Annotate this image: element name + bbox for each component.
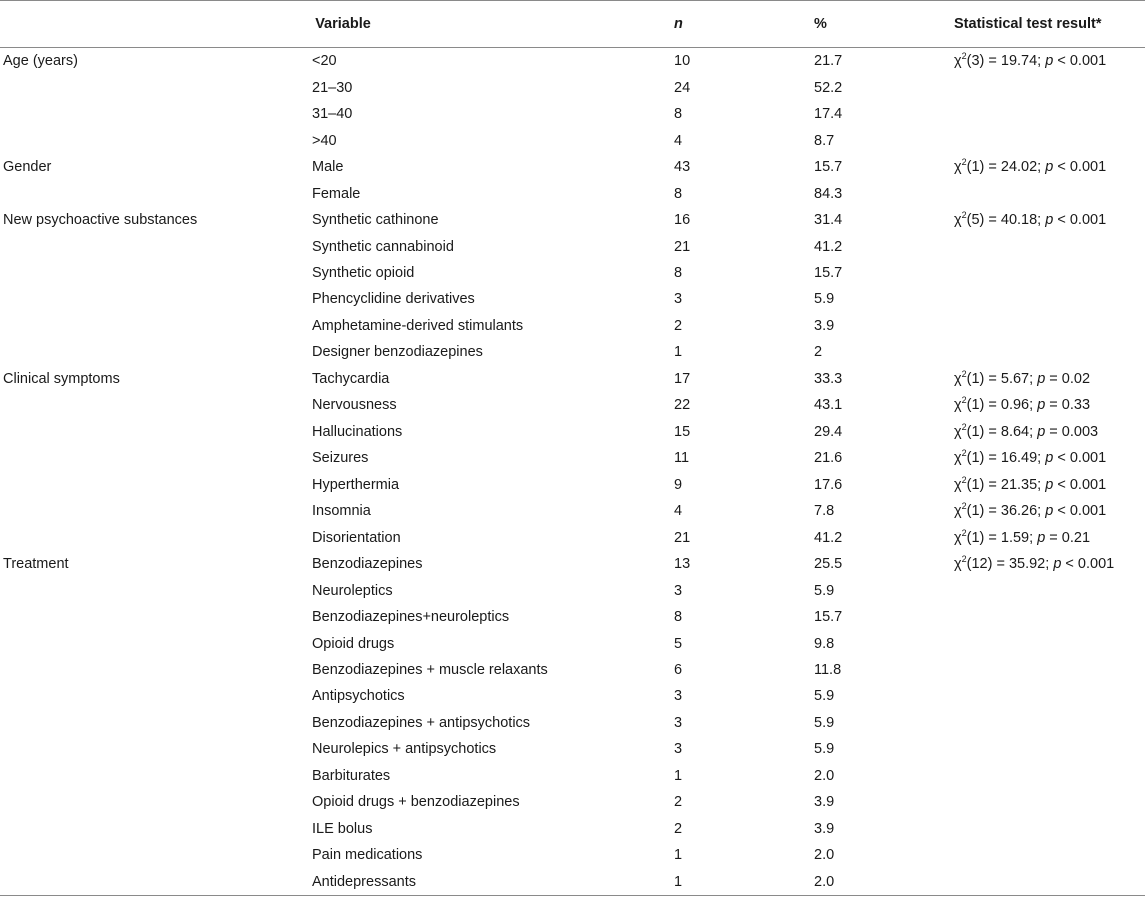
stat-cell [954, 74, 1145, 100]
n-cell: 1 [674, 767, 683, 784]
category-cell: Antidepressants [312, 869, 674, 896]
table-row [0, 339, 1145, 365]
n-cell: 4 [674, 132, 683, 149]
table-row [0, 260, 1145, 286]
percent-cell: 3.9 [814, 820, 835, 837]
variable-cell [0, 710, 312, 736]
stat-cell [954, 763, 1145, 789]
n-cell: 8 [674, 185, 683, 202]
variable-cell [0, 683, 312, 709]
variable-cell [0, 419, 312, 445]
n-cell: 3 [674, 741, 683, 758]
category-cell: Benzodiazepines+neuroleptics [312, 609, 510, 626]
p-value: < 0.001 [1053, 212, 1107, 229]
chi-value: = 8.64; [984, 423, 1038, 440]
n-cell: 8 [674, 609, 683, 626]
category-cell: ILE bolus [312, 820, 373, 837]
variable-cell [0, 445, 312, 471]
degrees-of-freedom: (1) [966, 423, 985, 440]
stat-cell [954, 472, 1145, 498]
category-cell: Opioid drugs + benzodiazepines [312, 794, 520, 811]
degrees-of-freedom: (1) [966, 159, 985, 176]
degrees-of-freedom: (3) [966, 53, 985, 70]
percent-cell: 41.2 [814, 238, 843, 255]
stat-cell [954, 551, 1145, 577]
squared-superscript: 2 [961, 395, 967, 406]
variable-cell [0, 869, 312, 896]
percent-cell: 15.7 [814, 159, 843, 176]
variable-cell: Gender [3, 159, 52, 176]
squared-superscript: 2 [961, 421, 967, 432]
category-cell: Phencyclidine derivatives [312, 291, 475, 308]
percent-cell: 5.9 [814, 291, 835, 308]
n-cell: 1 [674, 869, 814, 896]
header-n: n [674, 1, 814, 48]
table-header [0, 1, 1145, 48]
table-row [0, 180, 1145, 206]
n-cell: 16 [674, 212, 691, 229]
chi-value: = 21.35; [984, 476, 1046, 493]
variable-cell: New psychoactive substances [3, 212, 198, 229]
stat-cell [954, 683, 1145, 709]
percent-cell: 5.9 [814, 582, 835, 599]
squared-superscript: 2 [961, 527, 967, 538]
percent-cell: 17.4 [814, 106, 843, 123]
table-row [0, 630, 1145, 656]
n-cell: 17 [674, 370, 691, 387]
percent-cell: 2 [814, 344, 823, 361]
chi-value: = 35.92; [992, 556, 1054, 573]
variable-cell: Treatment [3, 556, 69, 573]
table-row [0, 657, 1145, 683]
stat-cell [954, 392, 1145, 418]
variable-cell [0, 630, 312, 656]
p-value: < 0.001 [1053, 159, 1107, 176]
category-cell: Barbiturates [312, 767, 391, 784]
percent-cell: 21.7 [814, 53, 843, 70]
category-cell: Male [312, 159, 344, 176]
category-cell: 31–40 [312, 106, 353, 123]
n-cell: 2 [674, 794, 683, 811]
category-cell: Hallucinations [312, 423, 403, 440]
chi-symbol: χ [954, 503, 962, 520]
percent-cell: 15.7 [814, 264, 843, 281]
variable-cell [0, 498, 312, 524]
percent-cell: 8.7 [814, 132, 835, 149]
table-row [0, 313, 1145, 339]
stat-cell [954, 339, 1145, 365]
variable-cell: Age (years) [3, 53, 78, 70]
n-cell: 1 [674, 344, 683, 361]
stat-cell [954, 657, 1145, 683]
table-row [0, 472, 1145, 498]
percent-cell: 2.0 [814, 869, 954, 896]
stat-cell [954, 630, 1145, 656]
percent-cell: 3.9 [814, 794, 835, 811]
category-cell: Neurolepics + antipsychotics [312, 741, 497, 758]
squared-superscript: 2 [961, 501, 967, 512]
stat-cell [954, 127, 1145, 153]
stat-cell [954, 842, 1145, 868]
stat-cell [954, 207, 1145, 233]
percent-cell: 9.8 [814, 635, 835, 652]
category-cell: Designer benzodiazepines [312, 344, 483, 361]
chi-symbol: χ [954, 450, 962, 467]
percent-cell: 33.3 [814, 370, 843, 387]
degrees-of-freedom: (1) [966, 476, 985, 493]
p-label: p [1045, 503, 1054, 520]
header-row [0, 1, 1145, 48]
percent-cell: 41.2 [814, 529, 843, 546]
table-row [0, 736, 1145, 762]
table-row [0, 286, 1145, 312]
stat-cell [954, 604, 1145, 630]
p-value: < 0.001 [1053, 476, 1107, 493]
chi-value: = 40.18; [984, 212, 1046, 229]
n-cell: 6 [674, 662, 683, 679]
category-cell: Antipsychotics [312, 688, 405, 705]
percent-cell: 11.8 [814, 662, 842, 679]
n-cell: 10 [674, 53, 691, 70]
n-cell: 43 [674, 159, 691, 176]
table-row [0, 763, 1145, 789]
squared-superscript: 2 [961, 157, 967, 168]
percent-cell: 3.9 [814, 317, 835, 334]
variable-cell [0, 180, 312, 206]
n-cell: 3 [674, 291, 683, 308]
p-label: p [1037, 370, 1046, 387]
variable-cell [0, 816, 312, 842]
table-row [0, 392, 1145, 418]
table-row [0, 683, 1145, 709]
chi-symbol: χ [954, 529, 962, 546]
stat-cell [954, 154, 1145, 180]
variable-cell [0, 657, 312, 683]
table-row [0, 498, 1145, 524]
category-cell: Disorientation [312, 529, 401, 546]
percent-cell: 52.2 [814, 79, 843, 96]
chi-value: = 1.59; [984, 529, 1038, 546]
stat-cell [954, 233, 1145, 259]
stat-cell [954, 286, 1145, 312]
n-cell: 8 [674, 106, 683, 123]
chi-symbol: χ [954, 423, 962, 440]
n-cell: 21 [674, 529, 691, 546]
n-cell: 3 [674, 582, 683, 599]
variable-cell [0, 313, 312, 339]
variable-cell [0, 233, 312, 259]
category-cell: 21–30 [312, 79, 353, 96]
category-cell: Nervousness [312, 397, 397, 414]
percent-cell: 21.6 [814, 450, 843, 467]
table-row [0, 127, 1145, 153]
category-cell: Benzodiazepines + antipsychotics [312, 714, 531, 731]
category-cell: <20 [312, 53, 337, 70]
n-cell: 5 [674, 635, 683, 652]
stat-cell [954, 180, 1145, 206]
squared-superscript: 2 [961, 554, 967, 565]
variable-cell [0, 472, 312, 498]
degrees-of-freedom: (1) [966, 529, 985, 546]
table-row [0, 445, 1145, 471]
squared-superscript: 2 [961, 474, 967, 485]
category-cell: Synthetic cathinone [312, 212, 439, 229]
p-value: < 0.001 [1061, 556, 1115, 573]
variable-cell [0, 604, 312, 630]
chi-symbol: χ [954, 397, 962, 414]
table-row [0, 74, 1145, 100]
stat-cell [954, 869, 1145, 896]
squared-superscript: 2 [961, 210, 967, 221]
degrees-of-freedom: (1) [966, 503, 985, 520]
header-stat: Statistical test result* [954, 1, 1145, 48]
variable-cell [0, 101, 312, 127]
percent-cell: 43.1 [814, 397, 843, 414]
degrees-of-freedom: (12) [966, 556, 993, 573]
n-cell: 21 [674, 238, 691, 255]
degrees-of-freedom: (1) [966, 370, 985, 387]
category-cell: Benzodiazepines [312, 556, 423, 573]
n-cell: 2 [674, 820, 683, 837]
n-cell: 22 [674, 397, 691, 414]
stat-cell [954, 524, 1145, 550]
header-variable: Variable [0, 1, 674, 48]
stat-cell [954, 313, 1145, 339]
percent-cell: 5.9 [814, 714, 835, 731]
p-value: < 0.001 [1053, 503, 1107, 520]
variable-cell [0, 74, 312, 100]
percent-cell: 25.5 [814, 556, 843, 573]
p-value: < 0.001 [1053, 450, 1107, 467]
p-label: p [1053, 556, 1062, 573]
percent-cell: 29.4 [814, 423, 843, 440]
stat-cell [954, 366, 1145, 392]
table-row [0, 710, 1145, 736]
n-cell: 3 [674, 688, 683, 705]
category-cell: Hyperthermia [312, 476, 400, 493]
stat-cell [954, 736, 1145, 762]
variable-cell [0, 339, 312, 365]
table-row [0, 551, 1145, 577]
p-label: p [1037, 397, 1046, 414]
stat-cell [954, 445, 1145, 471]
chi-value: = 0.96; [984, 397, 1038, 414]
degrees-of-freedom: (5) [966, 212, 985, 229]
variable-cell [0, 392, 312, 418]
chi-value: = 16.49; [984, 450, 1046, 467]
category-cell: Benzodiazepines + muscle relaxants [312, 662, 548, 679]
degrees-of-freedom: (1) [966, 450, 985, 467]
p-value: = 0.003 [1045, 423, 1099, 440]
p-value: < 0.001 [1053, 53, 1107, 70]
n-cell: 15 [674, 423, 691, 440]
table-body [0, 48, 1145, 896]
table-row [0, 789, 1145, 815]
variable-cell [0, 524, 312, 550]
category-cell: Synthetic opioid [312, 264, 415, 281]
variable-cell [0, 789, 312, 815]
stat-cell [954, 498, 1145, 524]
chi-symbol: χ [954, 159, 962, 176]
percent-cell: 5.9 [814, 741, 835, 758]
table-row [0, 154, 1145, 180]
n-cell: 13 [674, 556, 691, 573]
percent-cell: 84.3 [814, 185, 843, 202]
category-cell: Amphetamine-derived stimulants [312, 317, 524, 334]
stat-cell [954, 48, 1145, 75]
category-cell: Seizures [312, 450, 369, 467]
table-row [0, 419, 1145, 445]
n-cell: 4 [674, 503, 683, 520]
table-row [0, 604, 1145, 630]
p-label: p [1037, 529, 1046, 546]
squared-superscript: 2 [961, 51, 967, 62]
p-value: = 0.33 [1045, 397, 1091, 414]
category-cell: >40 [312, 132, 337, 149]
p-value: = 0.02 [1045, 370, 1091, 387]
percent-cell: 17.6 [814, 476, 843, 493]
table-row [0, 842, 1145, 868]
p-label: p [1037, 423, 1046, 440]
p-label: p [1045, 159, 1054, 176]
category-cell: Female [312, 185, 361, 202]
stat-cell [954, 419, 1145, 445]
variable-cell [0, 736, 312, 762]
n-cell: 1 [674, 847, 683, 864]
percent-cell: 7.8 [814, 503, 835, 520]
category-cell: Opioid drugs [312, 635, 395, 652]
n-cell: 9 [674, 476, 683, 493]
variable-cell [0, 127, 312, 153]
n-cell: 24 [674, 79, 691, 96]
table-row [0, 101, 1145, 127]
category-cell: Insomnia [312, 503, 371, 520]
percent-cell: 31.4 [814, 212, 843, 229]
category-cell: Pain medications [312, 847, 423, 864]
table-row [0, 48, 1145, 75]
chi-value: = 19.74; [984, 53, 1046, 70]
p-label: p [1045, 53, 1054, 70]
chi-symbol: χ [954, 53, 962, 70]
p-value: = 0.21 [1045, 529, 1091, 546]
chi-value: = 5.67; [984, 370, 1038, 387]
stat-cell [954, 577, 1145, 603]
chi-symbol: χ [954, 212, 962, 229]
stat-cell [954, 101, 1145, 127]
p-label: p [1045, 476, 1054, 493]
table-row [0, 366, 1145, 392]
stat-cell [954, 260, 1145, 286]
header-percent: % [814, 1, 954, 48]
variable-cell: Clinical symptoms [3, 370, 120, 387]
percent-cell: 2.0 [814, 847, 835, 864]
table-row [0, 207, 1145, 233]
squared-superscript: 2 [961, 368, 967, 379]
n-cell: 11 [674, 450, 690, 467]
table-row [0, 233, 1145, 259]
chi-value: = 24.02; [984, 159, 1046, 176]
category-cell: Synthetic cannabinoid [312, 238, 454, 255]
variable-cell [0, 286, 312, 312]
p-label: p [1045, 450, 1054, 467]
chi-symbol: χ [954, 370, 962, 387]
variable-cell [0, 763, 312, 789]
category-cell: Neuroleptics [312, 582, 393, 599]
chi-symbol: χ [954, 556, 962, 573]
variable-cell [0, 842, 312, 868]
table-row [0, 869, 1145, 896]
chi-value: = 36.26; [984, 503, 1046, 520]
stat-cell [954, 710, 1145, 736]
variable-cell [0, 577, 312, 603]
stat-cell [954, 816, 1145, 842]
n-cell: 8 [674, 264, 683, 281]
n-cell: 3 [674, 714, 683, 731]
squared-superscript: 2 [961, 448, 967, 459]
variable-cell [0, 260, 312, 286]
chi-symbol: χ [954, 476, 962, 493]
n-cell: 2 [674, 317, 683, 334]
degrees-of-freedom: (1) [966, 397, 985, 414]
percent-cell: 15.7 [814, 609, 843, 626]
p-label: p [1045, 212, 1054, 229]
table-row [0, 524, 1145, 550]
percent-cell: 2.0 [814, 767, 835, 784]
percent-cell: 5.9 [814, 688, 835, 705]
stat-cell [954, 789, 1145, 815]
table-row [0, 577, 1145, 603]
table-row [0, 816, 1145, 842]
category-cell: Tachycardia [312, 370, 390, 387]
